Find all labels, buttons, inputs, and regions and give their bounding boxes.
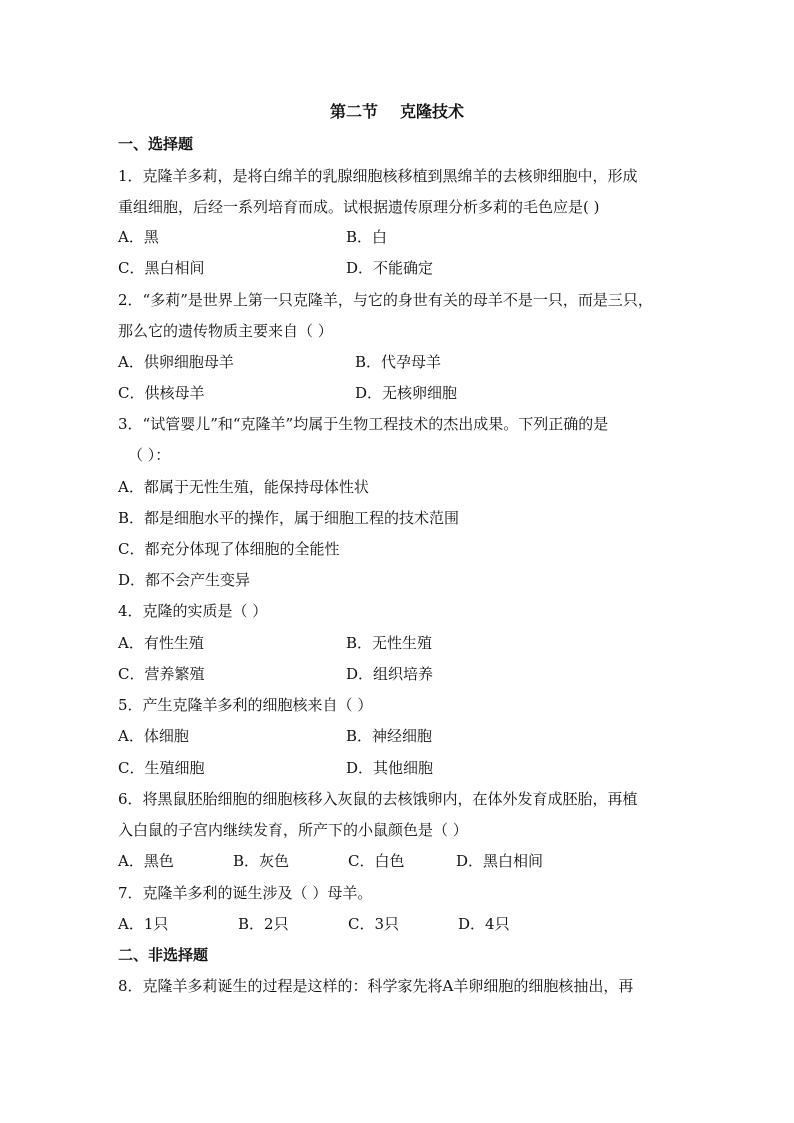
q4-stem: 4．克隆的实质是（ ） bbox=[118, 602, 268, 620]
q4-option-a: A．有性生殖 bbox=[118, 634, 204, 652]
q5-option-a: A．体细胞 bbox=[118, 727, 189, 745]
q1-stem-line1: 1．克隆羊多莉，是将白绵羊的乳腺细胞核移植到黑绵羊的去核卵细胞中，形成 bbox=[118, 167, 638, 185]
q6-option-b: B．灰色 bbox=[233, 852, 290, 870]
q3-option-c: C．都充分体现了体细胞的全能性 bbox=[118, 540, 340, 558]
q5-option-d: D．其他细胞 bbox=[346, 759, 434, 777]
q5-option-b: B．神经细胞 bbox=[346, 727, 433, 745]
q3-option-a: A．都属于无性生殖，能保持母体性状 bbox=[118, 478, 369, 496]
page-title bbox=[0, 101, 794, 123]
q2-option-a: A．供卵细胞母羊 bbox=[118, 353, 234, 371]
q3-option-d: D．都不会产生变异 bbox=[118, 571, 251, 589]
q3-stem-line1: 3．“试管婴儿”和“克隆羊”均属于生物工程技术的杰出成果。下列正确的是 bbox=[118, 415, 609, 433]
q2-option-b: B．代孕母羊 bbox=[355, 353, 442, 371]
title-section-number: 第二节 bbox=[329, 102, 378, 121]
q6-stem-line1: 6．将黑鼠胚胎细胞的细胞核移入灰鼠的去核饿卵内，在体外发育成胚胎，再植 bbox=[118, 790, 638, 808]
q1-stem-line2: 重组细胞，后经一系列培育而成。试根据遗传原理分析多莉的毛色应是( ) bbox=[118, 198, 600, 216]
section-heading-choice: 一、选择题 bbox=[118, 135, 194, 153]
q2-stem-line1: 2．“多莉”是世界上第一只克隆羊，与它的身世有关的母羊不是一只，而是三只， bbox=[118, 291, 653, 309]
q8-stem-line1: 8．克隆羊多莉诞生的过程是这样的：科学家先将A羊卵细胞的细胞核抽出，再 bbox=[118, 977, 634, 995]
q6-option-c: C．白色 bbox=[348, 852, 405, 870]
q6-stem-line2: 入白鼠的子宫内继续发育，所产下的小鼠颜色是（ ） bbox=[118, 821, 468, 839]
q7-option-b: B．2只 bbox=[238, 915, 289, 933]
q7-option-a: A．1只 bbox=[118, 915, 169, 933]
q7-stem: 7．克隆羊多利的诞生涉及（ ）母羊。 bbox=[118, 884, 373, 902]
q2-option-c: C．供核母羊 bbox=[118, 384, 205, 402]
q4-option-d: D．组织培养 bbox=[346, 665, 434, 683]
q6-option-a: A．黑色 bbox=[118, 852, 174, 870]
q5-option-c: C．生殖细胞 bbox=[118, 759, 205, 777]
q7-option-d: D．4只 bbox=[458, 915, 510, 933]
q1-option-c: C．黑白相间 bbox=[118, 259, 205, 277]
q4-option-c: C．营养繁殖 bbox=[118, 665, 205, 683]
q1-option-d: D．不能确定 bbox=[346, 259, 434, 277]
q1-option-b: B．白 bbox=[346, 228, 388, 246]
q7-option-c: C．3只 bbox=[348, 915, 400, 933]
q4-option-b: B．无性生殖 bbox=[346, 634, 433, 652]
q3-option-b: B．都是细胞水平的操作，属于细胞工程的技术范围 bbox=[118, 509, 460, 527]
q3-stem-line2: （ ）： bbox=[128, 446, 171, 464]
title-topic: 克隆技术 bbox=[400, 102, 465, 121]
q2-option-d: D．无核卵细胞 bbox=[355, 384, 458, 402]
q1-option-a: A．黑 bbox=[118, 228, 159, 246]
q5-stem: 5．产生克隆羊多利的细胞核来自（ ） bbox=[118, 696, 373, 714]
section-heading-nonchoice: 二、非选择题 bbox=[118, 946, 209, 964]
q6-option-d: D．黑白相间 bbox=[456, 852, 544, 870]
q2-stem-line2: 那么它的遗传物质主要来自（ ） bbox=[118, 322, 333, 340]
